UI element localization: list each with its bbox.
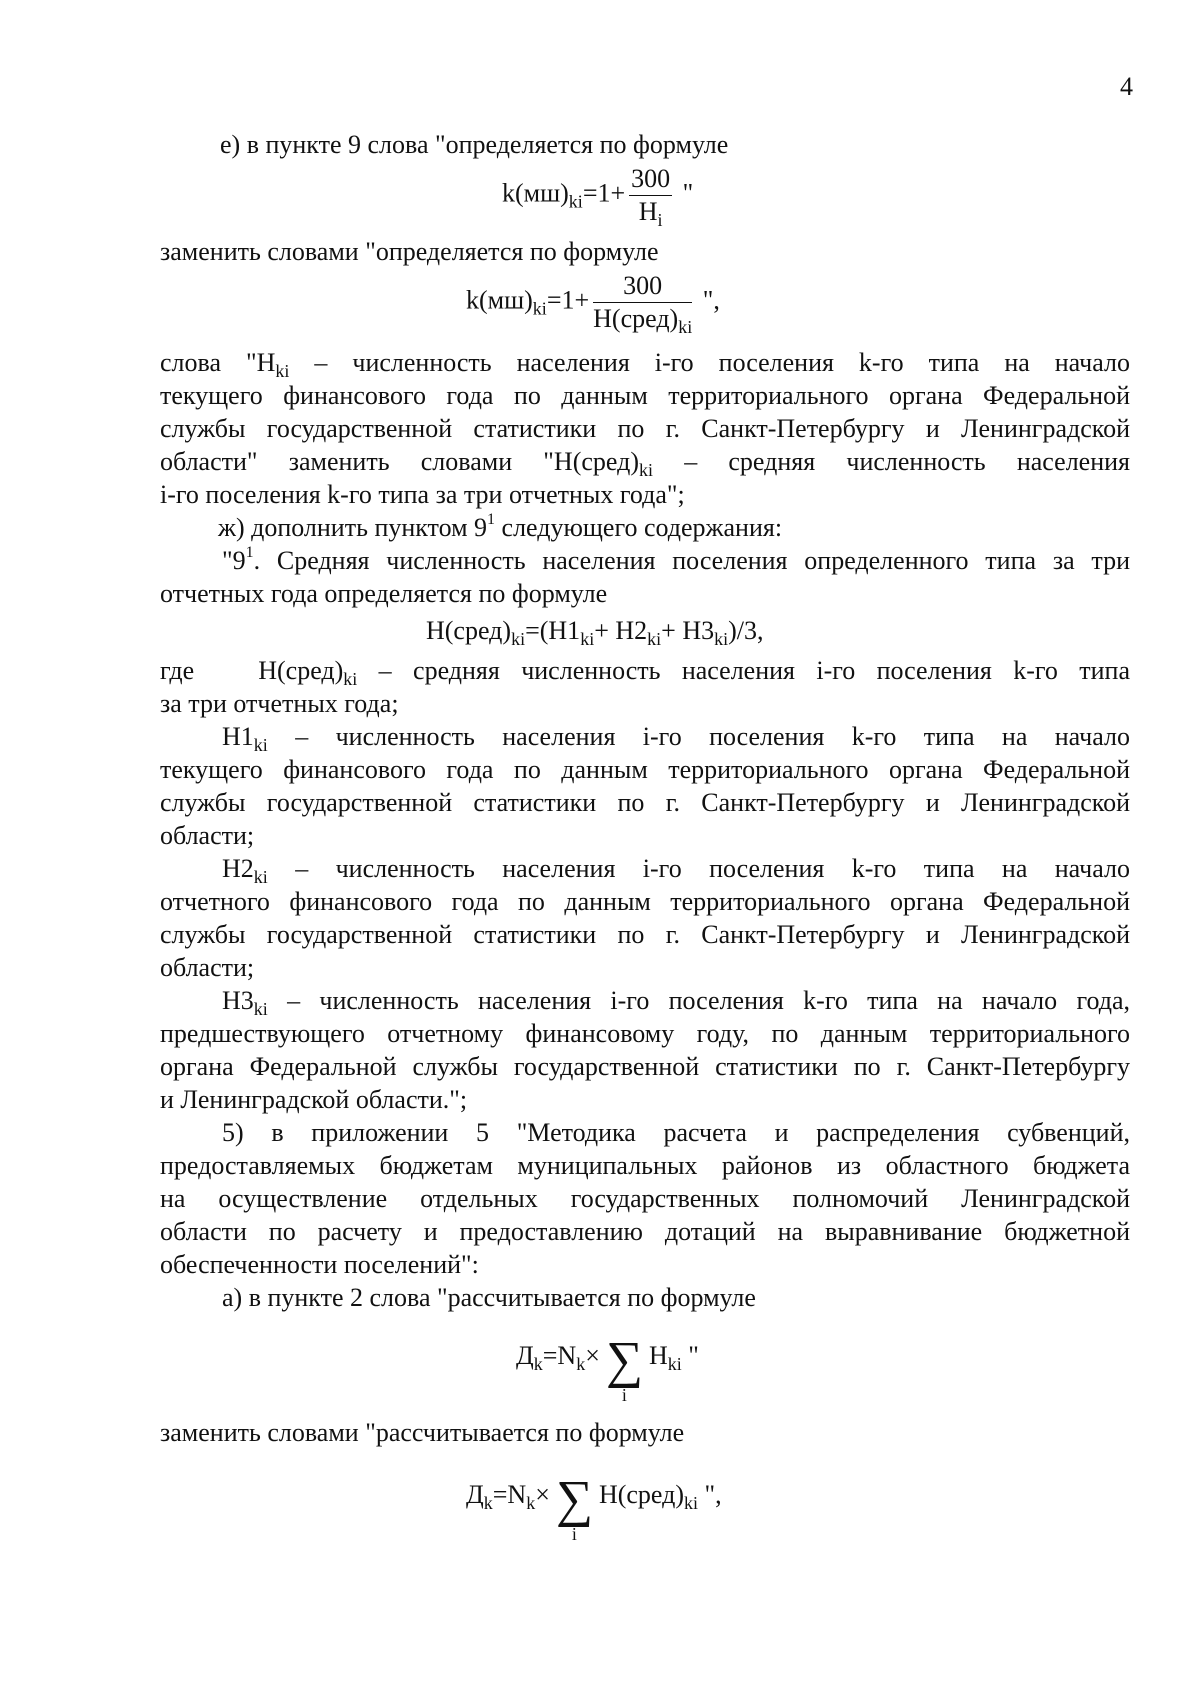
- subscript: ki: [638, 460, 653, 480]
- formula-part: =N: [492, 1479, 527, 1509]
- times-sign: ×: [535, 1479, 550, 1509]
- summation: [555, 1471, 593, 1544]
- paragraph-line: службы государственной статистики по г. Санкт-Петербургу и Ленинградской: [160, 414, 1130, 443]
- formula-part: Н: [648, 1340, 668, 1370]
- sigma-sign: ∑: [605, 1332, 643, 1389]
- paragraph-line: органа Федеральной службы государственной статистики по г. Санкт-Петербургу: [160, 1052, 1130, 1081]
- formula-tail: ": [681, 1340, 699, 1370]
- paragraph-line: и Ленинградской области.";: [160, 1085, 468, 1114]
- formula-lhs-sub: ki: [532, 298, 547, 319]
- paragraph-line: за три отчетных года;: [160, 689, 399, 718]
- subscript: ki: [647, 629, 662, 649]
- paragraph-line: i-го поселения k-го типа за три отчетных года";: [160, 480, 685, 509]
- subscript: ki: [684, 1492, 699, 1513]
- subscript: k: [576, 1353, 586, 1374]
- paragraph-line: обеспеченности поселений":: [160, 1250, 479, 1279]
- formula-eq: =1+: [582, 178, 626, 208]
- formula-lhs-sub: ki: [568, 191, 583, 212]
- paragraph-line: службы государственной статистики по г. Санкт-Петербургу и Ленинградской: [160, 788, 1130, 817]
- paragraph-a: а) в пункте 2 слова "рассчитывается по формуле: [222, 1283, 756, 1312]
- paragraph-e: е) в пункте 9 слова "определяется по формуле: [220, 130, 729, 159]
- subscript: k: [526, 1492, 536, 1513]
- superscript: 1: [245, 544, 254, 561]
- text-run: – численность населения i-го поселения k-го типа на начало: [267, 854, 1130, 883]
- text-run: следующего содержания:: [495, 513, 783, 542]
- formula-lhs: k(мш): [502, 178, 569, 208]
- denominator-sub: i: [657, 210, 663, 230]
- fraction: [629, 163, 672, 228]
- formula-tail: ",: [698, 1479, 722, 1509]
- text-run: – численность населения i-го поселения k-го типа на начало: [267, 722, 1130, 751]
- times-sign: ×: [585, 1340, 600, 1370]
- sum-index: i: [571, 1524, 577, 1544]
- paragraph-line: области по расчету и предоставлению дотаций на выравнивание бюджетной: [160, 1217, 1130, 1246]
- paragraph-replace-2: заменить словами "рассчитывается по формуле: [160, 1418, 685, 1447]
- formula-lhs: k(мш): [466, 285, 533, 315]
- paragraph-line: [160, 445, 1130, 478]
- paragraph-line: 5) в приложении 5 "Методика расчета и распределения субвенций,: [222, 1118, 1130, 1147]
- text-run: ж) дополнить пунктом 9: [218, 513, 488, 542]
- paragraph-line: текущего финансового года по данным территориального органа Федеральной: [160, 755, 1130, 784]
- fraction-numerator: 300: [593, 270, 692, 303]
- paragraph-line: [160, 984, 1130, 1017]
- formula-kmsh-old: [160, 161, 1130, 235]
- formula-tail: ",: [696, 285, 720, 315]
- fraction-denominator: [593, 303, 692, 335]
- text-run: – средняя численность населения: [653, 447, 1130, 476]
- subscript: ki: [580, 629, 595, 649]
- summation: [605, 1332, 643, 1405]
- formula-part: + Н3: [661, 616, 715, 645]
- paragraph-line: области;: [160, 821, 255, 850]
- paragraph-line: текущего финансового года по данным территориального органа Федеральной: [160, 381, 1130, 410]
- text-run: . Средняя численность населения поселения определенного типа за три: [253, 546, 1130, 575]
- formula-part: Д: [466, 1479, 484, 1509]
- subscript: ki: [275, 361, 290, 381]
- paragraph-line: [160, 346, 1130, 379]
- text-run: – средняя численность населения i-го поселения k-го типа: [357, 656, 1131, 685]
- formula-dk-new: [160, 1449, 1130, 1551]
- subscript: k: [533, 1353, 543, 1374]
- subscript: ki: [343, 669, 358, 689]
- subscript: ki: [667, 1353, 682, 1374]
- superscript: 1: [487, 511, 496, 528]
- text-run: "9: [222, 546, 246, 575]
- text-run: Н1: [222, 722, 254, 751]
- paragraph-line: отчетного финансового года по данным территориального органа Федеральной: [160, 887, 1130, 916]
- formula-part: )/3,: [728, 616, 764, 645]
- paragraph-line: [160, 852, 1130, 885]
- fraction-numerator: 300: [629, 163, 672, 196]
- subscript: ki: [253, 999, 268, 1019]
- subscript: k: [483, 1492, 493, 1513]
- denominator-text: Н(сред): [593, 304, 679, 333]
- paragraph-replace-1: заменить словами "определяется по формуле: [160, 237, 659, 266]
- paragraph-line: предоставляемых бюджетам муниципальных районов из областного бюджета: [160, 1151, 1130, 1180]
- paragraph-line: службы государственной статистики по г. Санкт-Петербургу и Ленинградской: [160, 920, 1130, 949]
- formula-average: [160, 610, 1130, 654]
- fraction-denominator: [629, 196, 672, 228]
- formula-kmsh-new: [160, 268, 1130, 346]
- formula-part: Н(сред): [598, 1479, 685, 1509]
- formula-part: Н(сред): [426, 616, 512, 645]
- subscript: ki: [714, 629, 729, 649]
- paragraph-line: [160, 654, 1130, 687]
- text-run: Н2: [222, 854, 254, 883]
- text-run: где Н(сред): [160, 656, 344, 685]
- page-number: 4: [1120, 72, 1133, 101]
- formula-part: + Н2: [594, 616, 648, 645]
- subscript: ki: [511, 629, 526, 649]
- paragraph-line: на осуществление отдельных государственных полномочий Ленинградской: [160, 1184, 1130, 1213]
- formula-dk-old: [160, 1314, 1130, 1416]
- sum-index: i: [621, 1385, 627, 1405]
- paragraph-line: отчетных года определяется по формуле: [160, 579, 608, 608]
- fraction: [593, 270, 692, 335]
- subscript: ki: [253, 735, 268, 755]
- denominator-text: Н: [638, 197, 658, 226]
- formula-part: =N: [542, 1340, 577, 1370]
- paragraph-line: [160, 720, 1130, 753]
- text-run: – численность населения i-го поселения k-го типа на начало года,: [267, 986, 1130, 1015]
- text-run: области" заменить словами "Н(сред): [160, 447, 639, 476]
- paragraph-zh: [160, 511, 1130, 544]
- paragraph-line: предшествующего отчетному финансовому году, по данным территориального: [160, 1019, 1130, 1048]
- sigma-sign: ∑: [555, 1471, 593, 1528]
- formula-part: =(Н1: [525, 616, 581, 645]
- formula-eq: =1+: [546, 285, 590, 315]
- text-run: Н3: [222, 986, 254, 1015]
- denominator-sub: ki: [678, 317, 693, 337]
- paragraph-line: области;: [160, 953, 255, 982]
- formula-part: Д: [516, 1340, 534, 1370]
- formula-tail: ": [676, 178, 694, 208]
- paragraph-line: [160, 544, 1130, 577]
- document-body: [160, 128, 1130, 1551]
- text-run: – численность населения i-го поселения k-го типа на начало: [289, 348, 1130, 377]
- text-run: слова "Н: [160, 348, 276, 377]
- subscript: ki: [253, 867, 268, 887]
